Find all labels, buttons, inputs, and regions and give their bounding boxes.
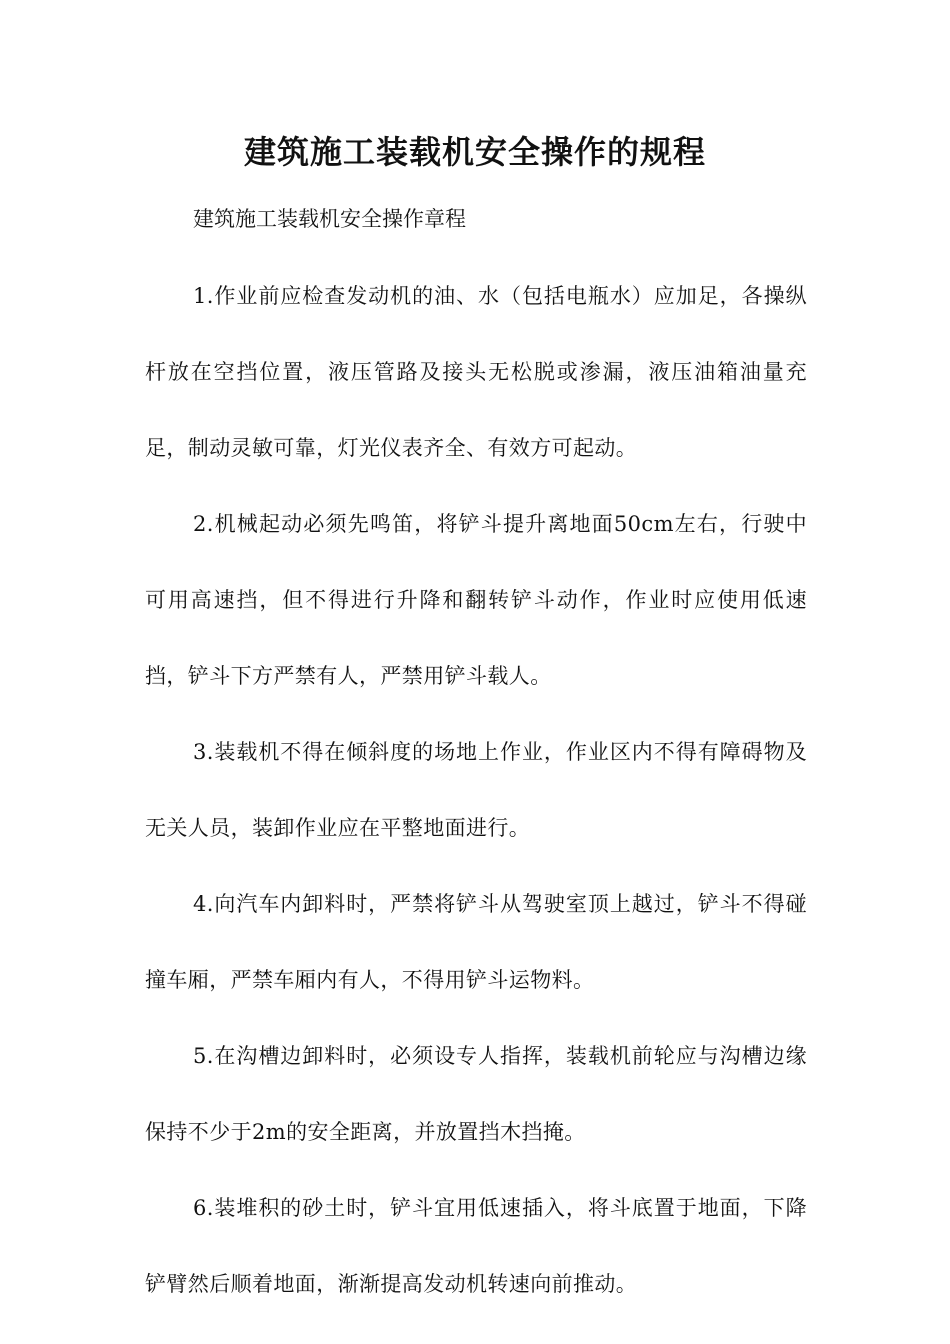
- document-body: [145, 196, 807, 1322]
- paragraph-6: 6.装堆积的砂土时，铲斗宜用低速插入，将斗底置于地面，下降铲臂然后顺着地面，渐渐提高发动机转速向前推动。: [145, 1196, 807, 1296]
- paragraph-3: 3.装载机不得在倾斜度的场地上作业，作业区内不得有障碍物及无关人员，装卸作业应在平整地面进行。: [145, 740, 807, 840]
- paragraph-5: 5.在沟槽边卸料时，必须设专人指挥，装载机前轮应与沟槽边缘保持不少于2m的安全距离，并放置挡木挡掩。: [145, 1044, 807, 1144]
- document-subtitle: 建筑施工装载机安全操作章程: [193, 207, 466, 231]
- document-title: 建筑施工装载机安全操作的规程: [243, 133, 706, 171]
- paragraph-4: 4.向汽车内卸料时，严禁将铲斗从驾驶室顶上越过，铲斗不得碰撞车厢，严禁车厢内有人，不得用铲斗运物料。: [145, 892, 807, 992]
- paragraph-1: 1.作业前应检查发动机的油、水（包括电瓶水）应加足，各操纵杆放在空挡位置，液压管路及接头无松脱或渗漏，液压油箱油量充足，制动灵敏可靠，灯光仪表齐全、有效方可起动。: [145, 284, 807, 460]
- paragraph-2: 2.机械起动必须先鸣笛，将铲斗提升离地面50cm左右，行驶中可用高速挡，但不得进行升降和翻转铲斗动作，作业时应使用低速挡，铲斗下方严禁有人，严禁用铲斗载人。: [145, 512, 807, 688]
